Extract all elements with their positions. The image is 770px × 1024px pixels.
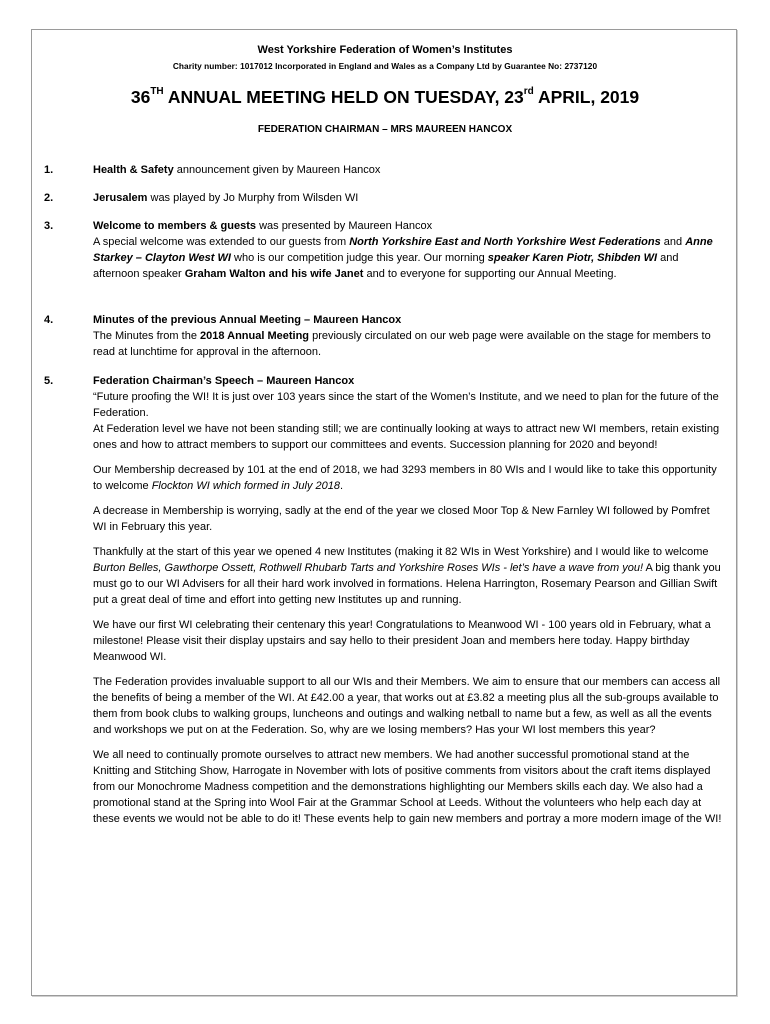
item-number: 5. [44, 375, 54, 387]
charity-info: Charity number: 1017012 Incorporated in England and Wales as a Company Ltd by Guarantee No: 2737120 [172, 61, 598, 71]
speech-promotion: We all need to continually promote ourselves to attract new members. We had another successful promotional stand at the Knitting and Stitching Show, Harrogate in November with lots of positive comments from visitors about the craft items displayed from our Monochrome Madness competition and the demonstrations highlighting our Members skills each day. We also had a promotional stand at the Spring into Wool Fair at the Grammar School at Leeds. Without the volunteers who help each day at these events we would not be able to do it! These events help to gain new members and portray a more modern image of the WI! [93, 749, 722, 825]
organisation-name: West Yorkshire Federation of Women’s Institutes [257, 44, 513, 56]
federation-chairman: FEDERATION CHAIRMAN – MRS MAUREEN HANCOX [257, 124, 513, 135]
speech-new-institutes: Thankfully at the start of this year we opened 4 new Institutes (making it 82 WIs in West Yorkshire) and I would like to welcome Burton Belles, Gawthorpe Ossett, Rothwell Rhubarb Tarts and Yorkshire Roses WIs - let’s have a wave from you! A big thank you must go to our WI Advisers for all their hard work involved in formations. Helena Harrington, Rosemary Pearson and Gillian Swift put a great deal of time and effort into getting new Institutes up and running. [93, 546, 721, 606]
speech-support: The Federation provides invaluable support to all our WIs and their Members. We aim to ensure that our members can access all the benefits of being a member of the WI. At £42.00 a year, that works out at £3.82 a meeting plus all the sub-groups available to them from book clubs to walking groups, luncheons and outings and walking netball to name but a few, as well as all the events and workshops we put on at the Federation. So, why are we losing members? Has your WI lost members this year? [93, 676, 721, 736]
meeting-title: 36TH ANNUAL MEETING HELD ON TUESDAY, 23rd APRIL, 2019 [130, 86, 640, 107]
item-text: Minutes of the previous Annual Meeting – Maureen Hancox The Minutes from the 2018 Annual Meeting previously circulated on our web page were available on the stage for members to read at lunchtime for approval in the afternoon. [93, 314, 711, 358]
item-number: 2. [44, 192, 54, 204]
item-text: Jerusalem was played by Jo Murphy from Wilsden WI [93, 192, 359, 204]
speech-decrease: A decrease in Membership is worrying, sadly at the end of the year we closed Moor Top & New Farnley WI followed by Pomfret WI in February this year. [93, 505, 710, 533]
item-number: 1. [44, 164, 54, 176]
speech-membership: Our Membership decreased by 101 at the end of 2018, we had 3293 members in 80 WIs and I would like to take this opportunity to welcome Flockton WI which formed in July 2018. [93, 464, 717, 492]
speech-federation-level: At Federation level we have not been standing still; we are continually looking at ways to attract new WI members, retain existing ones and how to attract members to support our committees and events. Succession planning for 2020 and beyond! [93, 423, 720, 451]
item-text: Welcome to members & guests was presented by Maureen Hancox A special welcome was extended to our guests from North Yorkshire East and North Yorkshire West Federations and Anne Starkey – Clayton West WI who is our competition judge this year. Our morning speaker Karen Piotr, Shibden WI and afternoon speaker Graham Walton and his wife Janet and to everyone for supporting our Annual Meeting. [93, 220, 713, 280]
speech-intro: “Future proofing the WI! It is just over 103 years since the start of the Women’s Institute, and we need to plan for the future of the Federation. [93, 391, 719, 419]
item-text: Health & Safety announcement given by Maureen Hancox [93, 164, 381, 176]
item-number: 3. [44, 220, 54, 232]
item-number: 4. [44, 314, 54, 326]
speech-centenary: We have our first WI celebrating their centenary this year! Congratulations to Meanwood WI - 100 years old in February, what a milestone! Please visit their display upstairs and say hello to their president Joan and members here today. Happy birthday Meanwood WI. [93, 619, 711, 663]
item-text: Federation Chairman’s Speech – Maureen Hancox “Future proofing the WI! It is just over 103 years since the start of the Women’s Institute, and we need to plan for the future of the Federation. At Federation level we have not been standing still; we are continually looking at ways to attract new WI members, retain existing ones and how to attract members to support our committees and events. Succession planning for 2020 and beyond! Our Membership decreased by 101 at the end of 2018, we had 3293 members in 80 WIs and I would like to take this opportunity to welcome Flockton WI which formed in July 2018. A decrease in Membership is worrying, sadly at the end of the year we closed Moor Top & New Farnley WI followed by Pomfret WI in February this year. Thankfully at the start of this year we opened 4 new Institutes (making it 82 WIs in West Yorkshire) and I would like to welcome Burton Belles, Gawthorpe Ossett, Rothwell Rhubarb Tarts and Yorkshire Roses WIs - let’s have a wave from you! A big thank you must go to our WI Advisers for all their hard work involved in formations. Helena Harrington, Rosemary Pearson and Gillian Swift put a great deal of time and effort into getting new Institutes up and running. We have our first WI celebrating their centenary this year! Congratulations to Meanwood WI - 100 years old in February, what a milestone! Please visit their display upstairs and say hello to their president Joan and members here today. Happy birthday Meanwood WI. The Federation provides invaluable support to all our WIs and their Members. We aim to ensure that our members can access all the benefits of being a member of the WI. At £42.00 a year, that works out at £3.82 a meeting plus all the sub-groups available to them from book clubs to walking groups, luncheons and outings and walking netball to name but a few, as well as all the events and workshops we put on at the Federation. So, why are we losing members? Has your WI lost members this year? We all need to continually promote ourselves to attract new members. We had another successful promotional stand at the Knitting and Stitching Show, Harrogate in November with lots of positive comments from visitors about the craft items displayed from our Monochrome Madness competition and the demonstrations highlighting our Members skills each day. We also had a promotional stand at the Spring into Wool Fair at the Grammar School at Leeds. Without the volunteers who help each day at these events we would not be able to do it! These events help to gain new members and portray a more modern image of the WI! [93, 375, 722, 825]
